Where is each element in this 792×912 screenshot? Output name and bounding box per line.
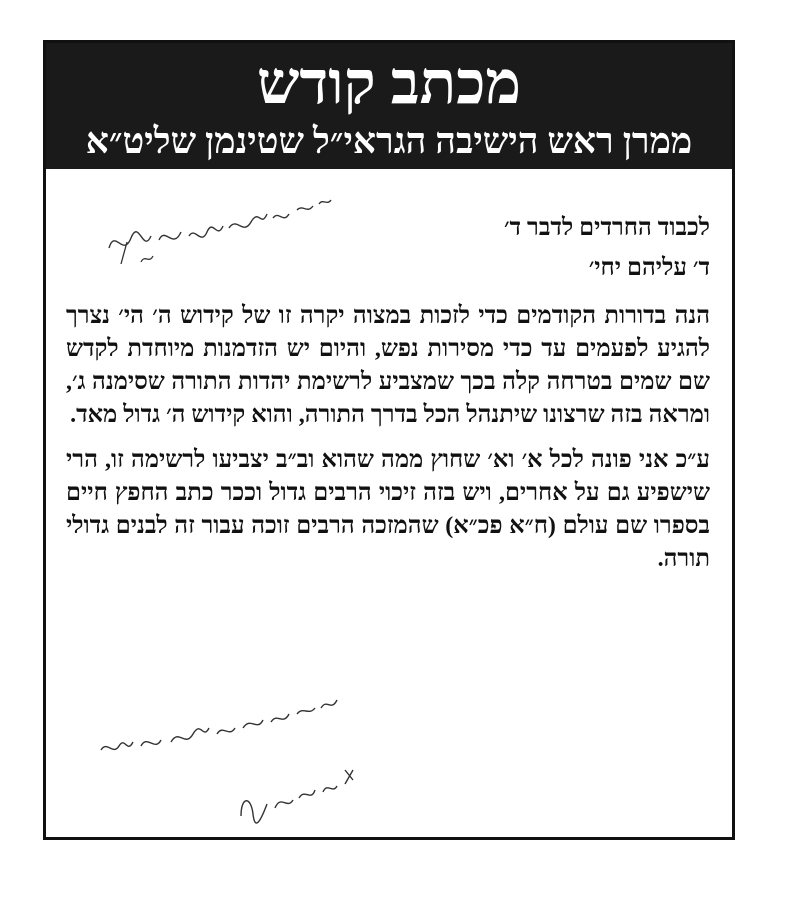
letter-frame <box>43 40 735 840</box>
letter-subtitle: ממרן ראש הישיבה הגראי״ל שטינמן שליט״א <box>85 121 693 161</box>
blessing: ד׳ עליהם יחי׳ <box>588 255 710 281</box>
paragraph-2: ע״כ אני פונה לכל א׳ וא׳ שחוץ ממה שהוא וב״ב יצביעו לרשימה זו, הרי שישפיע גם על אחרים, ויש בזה זיכוי הרבים גדול וככר כתב החפץ חיים בספרו שם עולם (ח״א פכ״א) שהמזכה הרבים זוכה עבור זה לבנים גדולי תורה. <box>66 447 710 572</box>
paragraph-1: הנה בדורות הקודמים כדי לזכות במצוה יקרה זו של קידוש ה׳ הי׳ נצרך להגיע לפעמים עד כדי מסירות נפש, והיום יש הזדמנות מיוחדת לקדש שם שמים בטרחה קלה בכך שמצביע לרשימת יהדות התורה שסימנה ג׳, ומראה בזה שרצונו שיתנהל הכל בדרך התורה, והוא קידוש ה׳ גדול מאד. <box>66 303 710 428</box>
header-banner <box>46 43 732 169</box>
letter-title: מכתב קודש <box>256 50 522 116</box>
handwritten-signature <box>91 688 391 838</box>
salutation: לכבוד החרדים לדבר ד׳ <box>503 215 710 241</box>
letter-body <box>66 208 710 576</box>
